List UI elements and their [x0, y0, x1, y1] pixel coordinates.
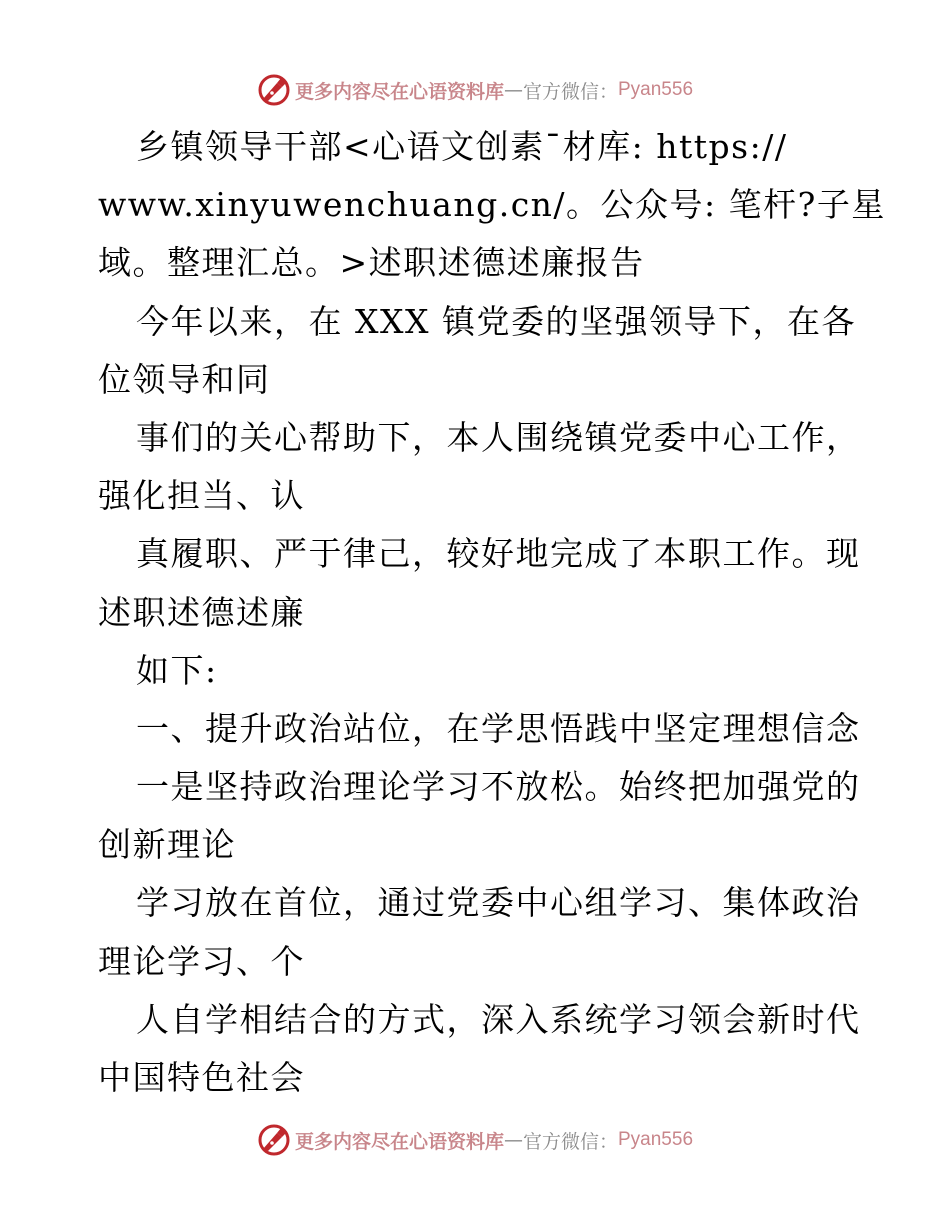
document-line: www.xinyuwenchuang.cn/。公众号: 笔杆?子星: [98, 185, 886, 225]
document-line: 位领导和同: [98, 359, 271, 399]
banner-wechat-id: Pyan556: [618, 1129, 694, 1150]
banner-wechat-label: 官方微信：: [522, 1130, 618, 1153]
pen-nib-logo-icon: [257, 1123, 291, 1157]
document-line: 今年以来，在 XXX 镇党委的坚强领导下，在各: [136, 301, 856, 341]
header-watermark-banner: [0, 70, 950, 110]
document-line: 人自学相结合的方式，深入系统学习领会新时代: [136, 999, 861, 1039]
banner-wechat-id: Pyan556: [618, 79, 694, 100]
document-body: [98, 118, 886, 1107]
document-line: 创新理论: [98, 825, 236, 865]
document-line: 一、提升政治站位，在学思悟践中坚定理想信念: [136, 708, 861, 748]
banner-slogan: 更多内容尽在心语资料库: [294, 80, 504, 103]
banner-slogan: 更多内容尽在心语资料库: [294, 1130, 504, 1153]
banner-separator: —: [503, 1129, 523, 1151]
document-line: 学习放在首位，通过党委中心组学习、集体政治: [136, 883, 861, 923]
document-line: 如下:: [136, 650, 218, 690]
document-line: 域。整理汇总。>述职述德述廉报告: [98, 243, 645, 283]
banner-wechat-label: 官方微信：: [522, 80, 618, 103]
document-line: 述职述德述廉: [98, 592, 305, 632]
banner-separator: —: [503, 79, 523, 101]
document-line: 理论学习、个: [98, 941, 305, 981]
document-line: 事们的关心帮助下，本人围绕镇党委中心工作，: [136, 417, 861, 457]
footer-watermark-banner: [0, 1120, 950, 1160]
pen-nib-logo-icon: [257, 73, 291, 107]
document-line: 强化担当、认: [98, 476, 305, 516]
document-line: 真履职、严于律己，较好地完成了本职工作。现: [136, 534, 861, 574]
document-line: 一是坚持政治理论学习不放松。始终把加强党的: [136, 767, 861, 807]
document-line: 乡镇领导干部<心语文创素¯材库: https://: [136, 127, 788, 166]
document-line: 中国特色社会: [98, 1058, 305, 1097]
